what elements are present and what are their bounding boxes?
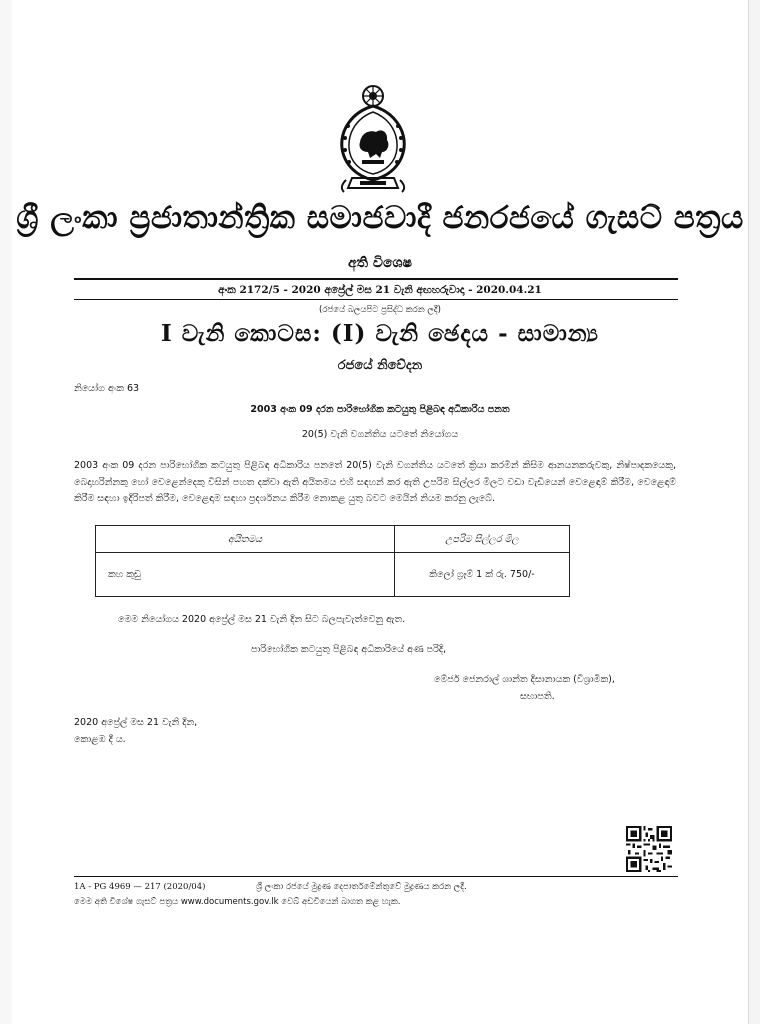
price-table	[95, 525, 570, 597]
price-cell: කිලෝ ග්‍රෑම් 1 ක් රු. 750/-	[395, 553, 570, 597]
section-subtitle: 20(5) වැනි වගන්තිය යටතේ නියෝගය	[301, 429, 459, 440]
footer-code: 1A - PG 4969 — 217 (2020/04)	[74, 882, 206, 892]
footer-rule	[74, 876, 678, 877]
extraordinary-label: අති විශෙෂ	[348, 255, 412, 271]
sri-lanka-emblem-icon	[332, 82, 414, 194]
page-edge-right	[748, 0, 760, 1024]
column-header-max-price: උපරිම සිල්ලර මිල	[395, 526, 570, 553]
part-title: I වැනි කොටස: (I) වැනි ඡෙදය - සාමාන්‍ය	[161, 320, 599, 347]
act-title: 2003 අංක 09 දරන පාරිභෝගික කටයුතු පිළිබඳ අධිකාරිය පනත	[250, 404, 510, 415]
issue-place: කොළඹ දී ය.	[74, 733, 126, 745]
notice-body: 2003 අංක 09 දරන පාරිභෝගික කටයුතු පිළිබඳ අධිකාරිය පනතේ 20(5) වැනි වගන්තිය යටතේ ක්‍රියා කරමින් කිසිම ආනයනකරුවකු, නිෂ්පාදකයෙකු, බෙදාහරින්නකු හෝ වෙළෙන්දෙකු විසින් පහත දක්වා ඇති අයිතමය එහි සඳහන් කර ඇති උපරිම සිල්ලර මිලට වඩා වැඩියෙන් වෙළෙඳාම් කිරීම, වෙළෙඳාම් කිරීම සඳහා ඉදිරිපත් කිරීම, වෙළෙඳාම සඳහා ප්‍රදර්ශනය කිරීම නොකළ යුතු බවට මෙයින් නියම කරනු ලැබේ.	[74, 460, 676, 504]
signer-name: මේජර් ජෙනරාල් ශාන්ත දිසානායක (විශ්‍රාමික),	[434, 674, 615, 685]
effective-date-text: මෙම නියෝගය 2020 අප්‍රේල් මස 21 වැනි දින සිට බලපැවැත්වෙනු ඇත.	[118, 614, 406, 625]
issue-line: අංක 2172/5 - 2020 අප්‍රේල් මස 21 වැනි අඟහරුවාදා - 2020.04.21	[218, 284, 542, 296]
item-cell: කහ කුඩු	[96, 553, 395, 597]
header-rule-top	[74, 278, 678, 280]
by-order-text: පාරිභෝගික කටයුතු පිළිබඳ අධිකාරියේ අණ පරිදි,	[251, 644, 447, 655]
date-place-block	[74, 715, 197, 748]
signer-role: සභාපති.	[520, 690, 555, 702]
qr-code-icon	[626, 826, 672, 872]
header-rule-bottom	[74, 299, 678, 300]
order-number: නියෝග අංක 63	[74, 383, 140, 394]
signature-block	[434, 672, 615, 705]
gazette-title: ශ්‍රී ලංකා ප්‍රජාතාන්ත්‍රික සමාජවාදී ජනරජයේ ගැසට් පත්‍රය	[16, 200, 744, 236]
column-header-item: අයිතමය	[96, 526, 395, 553]
issue-date: 2020 අප්‍රේල් මස 21 වැනි දින,	[74, 717, 198, 728]
section-heading: රජයේ නිවේදන	[337, 358, 423, 373]
table-header-row	[96, 526, 570, 553]
table-row	[96, 553, 570, 597]
published-by: (රජයේ බලයපිට ප්‍රසිද්ධ කරන ලදී)	[319, 305, 441, 315]
footer-line-1	[74, 882, 467, 892]
footer-printer: ශ්‍රී ලංකා රජයේ මුද්‍රණ දෙපාර්තමේන්තුවේ මුද්‍රණය කරන ලදී.	[256, 882, 467, 892]
footer-download-note: මෙම අති විශේෂ ගැසට් පත්‍රය www.documents.gov.lk වෙබ් අඩවියෙන් බාගත කළ හැක.	[74, 897, 401, 907]
